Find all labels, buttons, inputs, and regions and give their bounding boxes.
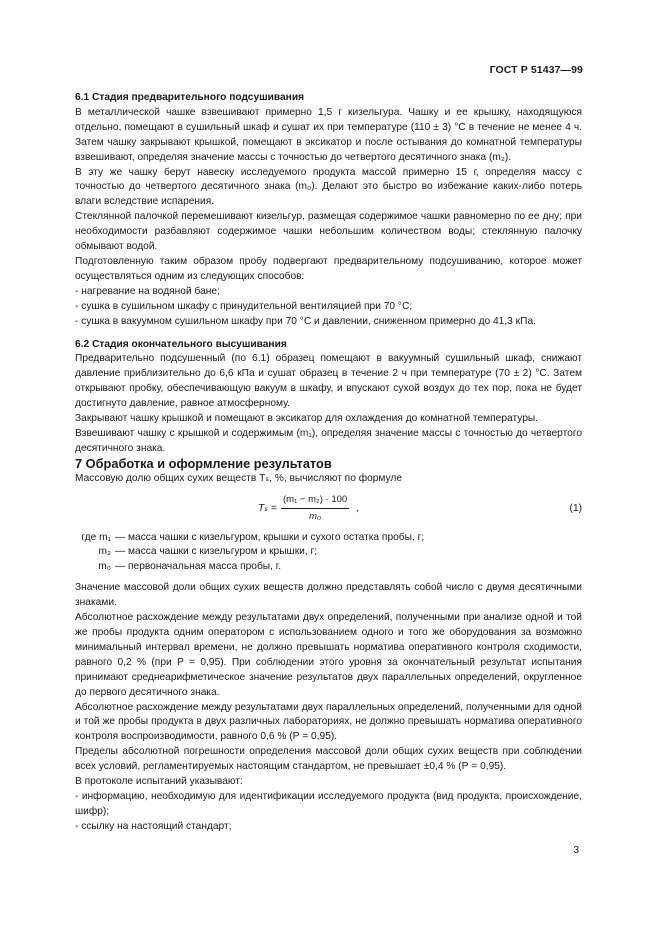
legend-text: — первоначальная масса пробы, г. [115, 561, 282, 573]
section-heading: 6.1 Стадия предварительного подсушивания [75, 92, 305, 103]
formula [75, 493, 582, 527]
paragraph: В протоколе испытаний указывают: [75, 776, 243, 788]
list-item: - сушка в сушильном шкафу с принудительной вентиляцией при 70 °С; [75, 300, 413, 312]
formula-trail: , [356, 502, 359, 514]
paragraph: Закрывают чашку крышкой и помещают в эксикатор для охлаждения до комнатной температуры. [75, 413, 539, 425]
section-6-1 [75, 91, 582, 330]
formula-number: (1) [569, 502, 582, 514]
paragraph: Пределы абсолютной погрешности определения массовой доли общих сухих веществ при соблюдении всех условий, регламентируемых настоящим стандартом, не превышает ±0,4 % (Р = 0,95). [75, 746, 582, 773]
paragraph: Подготовленную таким образом пробу подвергают предварительному подсушиванию, которое может осуществляться одним из следующих способов: [75, 255, 582, 282]
list-item: - сушка в вакуумном сушильном шкафу при 70 °С и давлении, сниженном примерно до 41,3 кПа. [75, 315, 536, 327]
legend-symbol: m₀ [98, 561, 111, 573]
list-item: - ссылку на настоящий стандарт; [75, 820, 232, 832]
paragraph: В металлической чашке взвешивают примерно 1,5 г кизельгура. Чашку и ее крышку, находящуюся отдельно, помещают в сушильный шкаф и сушат их при температуре (110 ± 3) °С в течение не менее 4 ч. Затем чашку закрывают крышкой, помещают в эксикатор и после остывания до комнатной температуры взвешивают, определяя значение массы с точностью до четвертого десятичного знака (m₂). [75, 106, 582, 163]
paragraph: Абсолютное расхождение между результатами двух параллельных определений, полученными для одной и той же пробы продукта в двух различных лабораториях, не должно превышать норматива оперативного контроля воспроизводимости, равного 0,6 % (Р = 0,95). [75, 701, 582, 743]
legend-symbol: где m₁ [81, 531, 111, 543]
formula-legend [47, 531, 582, 576]
paragraph: Абсолютное расхождение между результатами двух определений, полученными при анализе одной и той же пробы продукта одним оператором с использованием одного и того же оборудования за возможно минимальный интервал времени, не должно превышать норматива оперативного контроля сходимости, равного 0,2 % (при Р = 0,95). При соблюдении этого уровня за окончательный результат испытания принимают среднеарифметическое значение результатов двух параллельных определений, округленное до первого десятичного знака. [75, 612, 582, 698]
standard-header: ГОСТ Р 51437—99 [489, 64, 583, 76]
paragraph: В эту же чашку берут навеску исследуемого продукта массой примерно 15 г, определяя массу с точностью до четвертого десятичного знака (m₀). Делают это быстро во избежание каких-либо потерь влаги вследствие испарения. [75, 166, 582, 208]
formula-fraction [281, 493, 349, 526]
legend-row [47, 545, 582, 560]
legend-text: — масса чашки с кизельгуром и крышки, г; [115, 546, 318, 558]
formula-lhs: Tₛ = [258, 502, 277, 514]
legend-row [47, 531, 582, 546]
section-heading: 7 Обработка и оформление результатов [75, 455, 332, 471]
legend-symbol: m₂ [98, 546, 111, 558]
page-content [75, 91, 582, 835]
formula-numerator: (m₁ − m₂) · 100 [281, 493, 349, 510]
paragraph: Взвешивают чашку с крышкой и содержимым (m₁), определяя значение массы с точностью до четвертого десятичного знака. [75, 427, 582, 454]
list-item: - нагревание на водяной бане; [75, 285, 220, 297]
list-item: - информацию, необходимую для идентификации исследуемого продукта (вид продукта, происхождение, шифр); [75, 790, 582, 817]
paragraph: Массовую долю общих сухих веществ Tₛ, %, вычисляют по формуле [75, 472, 403, 484]
section-6-2 [75, 338, 582, 457]
section-7 [75, 457, 582, 835]
page-number: 3 [573, 845, 579, 856]
legend-row [47, 560, 582, 575]
legend-text: — масса чашки с кизельгуром, крышки и сухого остатка пробы, г; [115, 531, 425, 543]
section-heading: 6.2 Стадия окончательного высушивания [75, 338, 287, 350]
paragraph: Значение массовой доли общих сухих веществ должно представлять собой число с двумя десятичными знаками. [75, 582, 582, 609]
paragraph: Предварительно подсушенный (по 6.1) образец помещают в вакуумный сушильный шкаф, снижают давление приблизительно до 6,6 кПа и сушат образец в течение 2 ч при температуре (70 ± 2) °С. Затем открывают пробку, обеспечивающую вакуум в шкафу, и впускают сухой воздух до тех пор, пока не будет достигнуто давление, равное атмосферному. [75, 353, 582, 410]
paragraph: Стеклянной палочкой перемешивают кизельгур, размещая содержимое чашки равномерно по ее дну; при необходимости разбавляют содержимое чашки небольшим количеством воды; стеклянную палочку обмывают водой. [75, 211, 582, 253]
formula-denominator: m₀ [309, 511, 322, 523]
